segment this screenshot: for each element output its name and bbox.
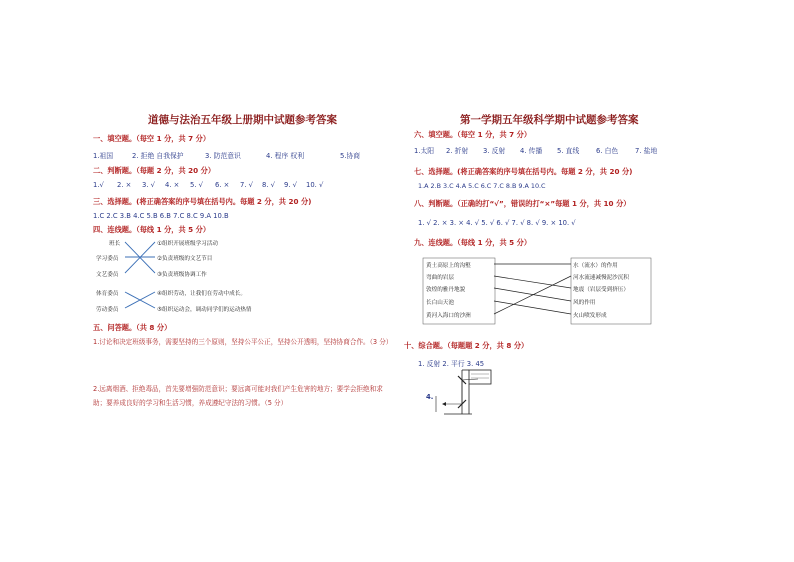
right-match-line <box>494 301 571 314</box>
left-match-right-item: ⑤组织运动会，调动同学们的运动热情 <box>157 307 252 313</box>
left-match-left-item: 文艺委员 <box>96 272 119 278</box>
left-s2-answer: 9. √ <box>284 181 297 189</box>
left-section-2-heading: 二、判断题。（每题 2 分，共 20 分） <box>93 166 216 175</box>
right-s8-answers: 1. √ 2. × 3. × 4. √ 5. √ 6. √ 7. √ 8. √ 9. × 10. √ <box>418 219 576 227</box>
left-match-left-item: 体育委员 <box>96 291 119 297</box>
right-match-left-item: 敦煌的雅丹地貌 <box>426 287 466 293</box>
left-section-4-heading: 四、连线题。（每线 1 分，共 5 分） <box>93 225 211 234</box>
right-section-8-heading: 八、判断题。（正确的打“√”，错误的打“×”每题 1 分，共 10 分） <box>414 199 631 208</box>
left-s2-answer: 10. √ <box>306 181 324 189</box>
left-s2-answer: 1.√ <box>93 181 104 189</box>
right-section-7-heading: 七、选择题。(将正确答案的序号填在括号内。每题 2 分，共 20 分) <box>414 167 633 176</box>
left-match-right-item: ④组织劳动，让我们在劳动中成长。 <box>157 291 246 297</box>
right-s10-q4-label: 4. <box>426 393 434 401</box>
right-match-right-item: 河水流速减慢泥沙沉积 <box>573 275 629 281</box>
left-s3-answers: 1.C 2.C 3.B 4.C 5.B 6.B 7.C 8.C 9.A 10.B <box>93 212 229 220</box>
left-section-5-heading: 五、问答题。（共 8 分） <box>93 323 172 332</box>
right-s6-answer: 4. 传播 <box>520 147 543 155</box>
left-s1-answer: 5.协商 <box>340 152 361 160</box>
left-s2-answer: 7. √ <box>240 181 253 189</box>
left-match-right-item: ③负责班级协调工作 <box>157 272 207 278</box>
left-s2-answer: 5. √ <box>190 181 203 189</box>
left-s1-answer: 1.祖国 <box>93 152 114 160</box>
left-match-left-item: 班长 <box>109 241 121 247</box>
left-match-left-item: 学习委员 <box>96 256 119 262</box>
left-match-right-item: ①组织开展班级学习活动 <box>157 241 218 247</box>
left-s2-answer: 6. × <box>215 181 230 189</box>
right-match-right-box <box>571 258 651 324</box>
right-match-right-item: 火山喷发形成 <box>573 313 607 319</box>
right-section-9-heading: 九、连线题。（每线 1 分，共 5 分） <box>414 238 532 247</box>
left-section-1-heading: 一、填空题。（每空 1 分，共 7 分） <box>93 134 211 143</box>
right-match-line <box>494 288 571 301</box>
right-s6-answer: 7. 盐地 <box>635 147 658 155</box>
right-s10-answers: 1. 反射 2. 平行 3. 45 <box>418 360 485 368</box>
left-s2-answer: 2. × <box>117 181 132 189</box>
right-match-left-item: 黄土高原上的沟壑 <box>426 263 471 269</box>
left-s2-answer: 4. × <box>165 181 180 189</box>
left-s2-answer: 3. √ <box>142 181 155 189</box>
right-s6-answer: 1.太阳 <box>414 147 435 155</box>
right-match-left-item: 弯曲的岩层 <box>426 275 454 281</box>
left-match-right-item: ②负责班级的文艺节目 <box>157 256 213 262</box>
right-match-right-item: 地震（岩层受到挤压） <box>573 287 629 293</box>
right-s6-answer: 6. 白色 <box>596 147 619 155</box>
left-q2-answer: 2.远离烟酒、拒绝毒品，首先要增强防范意识；要远离可能对我们产生危害的地方；要学会拒绝和求助；要养成良好的学习和生活习惯，养成遵纪守法的习惯。（5 分） <box>93 385 383 407</box>
left-s1-answer: 2. 拒绝 自我保护 <box>132 152 184 160</box>
right-match-left-item: 黄河入海口的沙洲 <box>426 313 471 319</box>
left-title: 道德与法治五年级上册期中试题参考答案 <box>148 114 337 126</box>
left-section-3-heading: 三、选择题。(将正确答案的序号填在括号内。每题 2 分，共 20 分) <box>93 197 312 206</box>
right-match-right-item: 风的作用 <box>573 300 596 306</box>
right-s6-answer: 5. 直线 <box>557 147 580 155</box>
right-match-left-box <box>423 258 495 324</box>
left-q1-answer: 1.讨论和决定班级事务，需要坚持的三个原则，坚持公平公正，坚持公开透明，坚持协商合作。（3 分） <box>93 338 393 346</box>
right-s6-answer: 3. 反射 <box>483 147 506 155</box>
left-s1-answer: 4. 程序 权利 <box>266 152 304 160</box>
right-s6-answer: 2. 折射 <box>446 147 469 155</box>
right-match-right-item: 水（流水）的作用 <box>573 263 618 269</box>
left-s2-answer: 8. √ <box>262 181 275 189</box>
right-match-left-item: 长白山天池 <box>426 300 454 306</box>
left-s1-answer: 3. 防范意识 <box>205 152 241 160</box>
right-s7-answers: 1.A 2.B 3.C 4.A 5.C 6.C 7.C 8.B 9.A 10.C <box>418 182 546 190</box>
right-section-6-heading: 六、填空题。（每空 1 分，共 7 分） <box>414 130 532 139</box>
right-title: 第一学期五年级科学期中试题参考答案 <box>460 114 639 126</box>
optics-diagram <box>436 370 491 414</box>
right-section-10-heading: 十、综合题。（每题题 2 分，共 8 分） <box>404 341 529 350</box>
left-match-left-item: 劳动委员 <box>96 307 119 313</box>
